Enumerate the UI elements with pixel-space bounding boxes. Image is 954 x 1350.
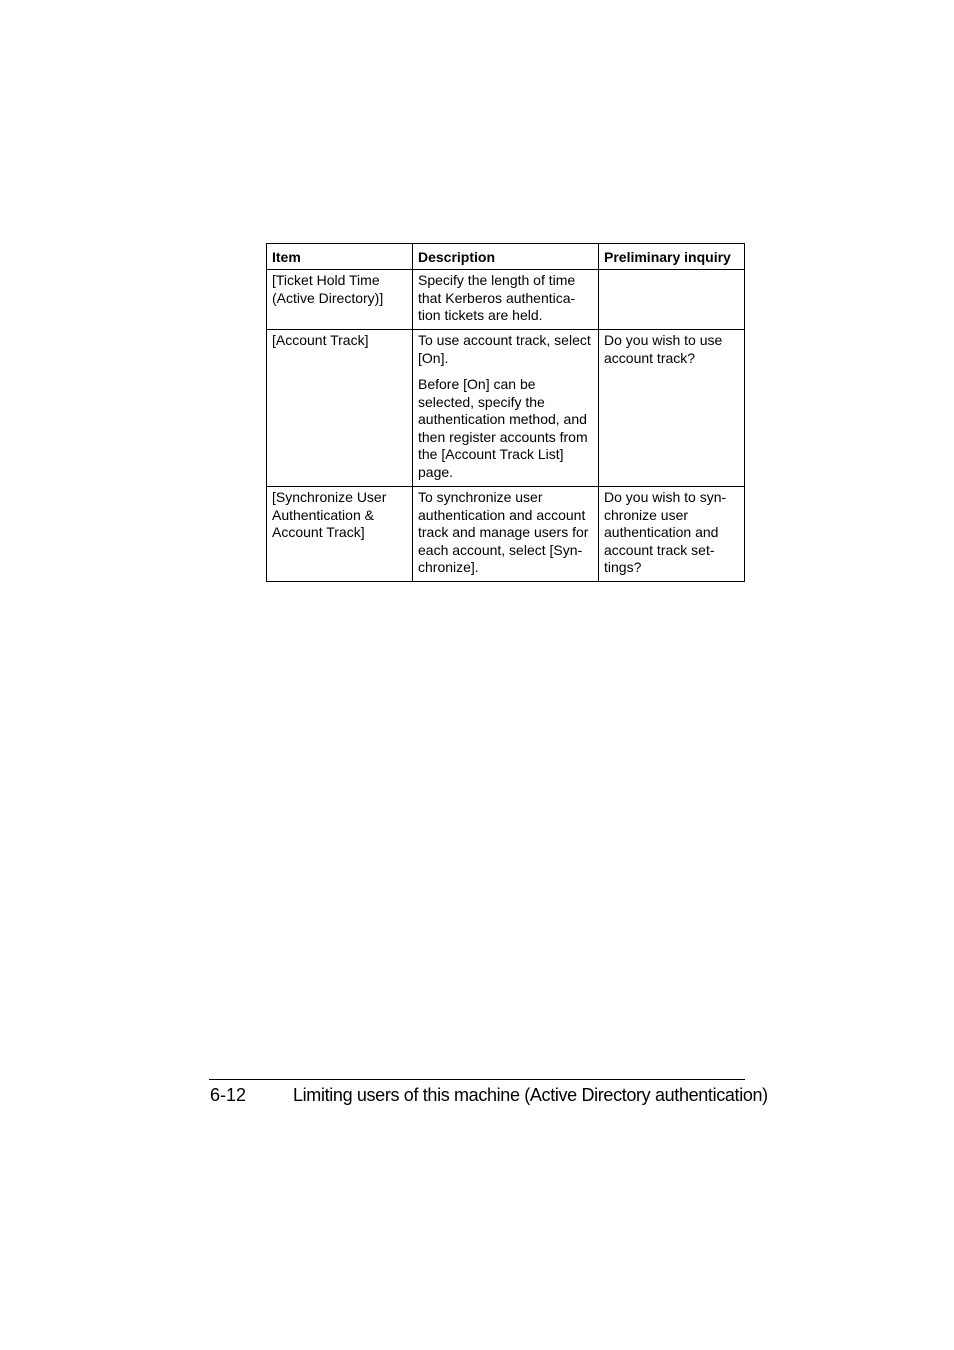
column-header-description: Description: [413, 244, 599, 270]
description-text: To use account track, select [On].: [418, 332, 591, 366]
description-text: Specify the length of time that Kerberos authentica-tion tickets are held.: [418, 272, 576, 323]
page-number: 6-12: [210, 1085, 247, 1105]
column-header-item: Item: [267, 244, 413, 270]
table-row: [267, 330, 745, 487]
item-cell: [Ticket Hold Time (Active Directory)]: [267, 270, 413, 330]
description-cell: [413, 270, 599, 330]
description-text: Before [On] can be selected, specify the authentication method, and then register accounts from the [Account Track List] page.: [418, 376, 588, 480]
table-header-row: [267, 244, 745, 270]
description-text: To synchronize user authentication and account track and manage users for each account, select [Syn-chronize].: [418, 489, 589, 575]
inquiry-cell: [599, 270, 745, 330]
footer-divider: [209, 1079, 745, 1080]
inquiry-cell: Do you wish to use account track?: [599, 330, 745, 487]
table-row: [267, 270, 745, 330]
column-header-preliminary-inquiry: Preliminary inquiry: [599, 244, 745, 270]
settings-table: [266, 243, 745, 582]
item-cell: [Account Track]: [267, 330, 413, 487]
description-cell: [413, 487, 599, 582]
footer-chapter-title: Limiting users of this machine (Active Directory authentication): [293, 1085, 768, 1105]
item-cell: [Synchronize User Authentication & Account Track]: [267, 487, 413, 582]
inquiry-cell: Do you wish to syn-chronize user authentication and account track set-tings?: [599, 487, 745, 582]
table-row: [267, 487, 745, 582]
description-cell: [413, 330, 599, 487]
